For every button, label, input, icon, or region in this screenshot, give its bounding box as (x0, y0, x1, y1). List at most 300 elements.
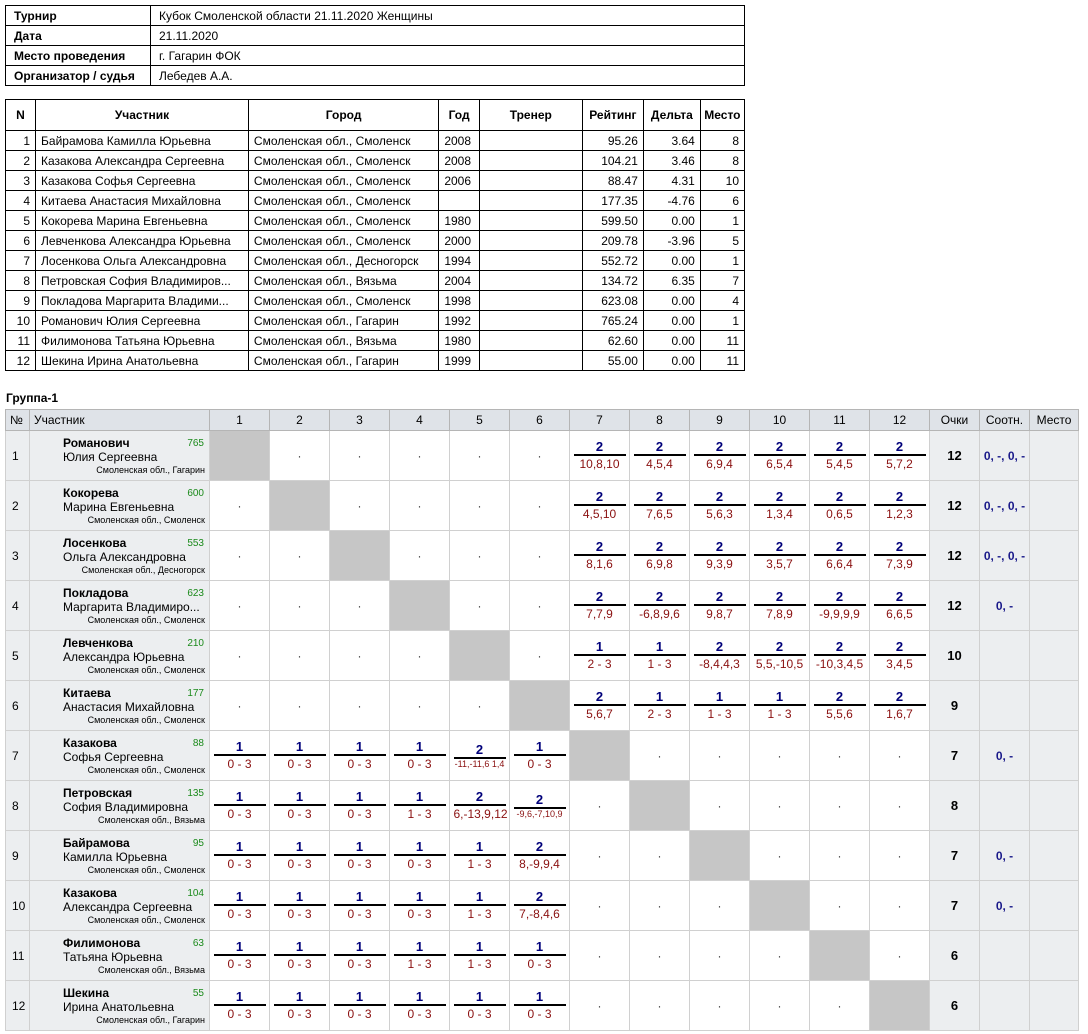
match-score: 6,-13,9,12 (453, 807, 508, 821)
group-row (6, 831, 1079, 881)
total-points: 7 (930, 881, 980, 931)
total-points: 8 (930, 781, 980, 831)
match-score: 9,3,9 (706, 557, 733, 571)
unplayed-cell: · (810, 781, 870, 831)
match-score: 0 - 3 (407, 1007, 432, 1021)
match-score: -11,-11,6 1,4 (454, 758, 505, 769)
match-result-cell (510, 881, 570, 931)
group-row (6, 881, 1079, 931)
match-result-cell (330, 981, 390, 1031)
match-result (274, 939, 326, 972)
rating: 552.72 (582, 251, 643, 271)
match-result-cell (570, 581, 630, 631)
match-result-cell (210, 731, 270, 781)
final-place (1030, 881, 1079, 931)
match-result-cell (750, 531, 810, 581)
info-value: Кубок Смоленской области 21.11.2020 Женщины (151, 6, 745, 26)
match-result-cell (630, 631, 690, 681)
participants-col-header: N (6, 100, 36, 131)
coach (479, 131, 582, 151)
player-rating: 135 (187, 788, 204, 799)
match-score: 0 - 3 (347, 857, 372, 871)
ratio (980, 631, 1030, 681)
unplayed-cell: · (570, 781, 630, 831)
match-result (694, 639, 746, 672)
match-score: 7,3,9 (886, 557, 913, 571)
unplayed-cell: · (870, 781, 930, 831)
match-result-cell (810, 431, 870, 481)
match-points: 2 (655, 439, 664, 454)
match-result (454, 742, 506, 770)
delta: 6.35 (643, 271, 700, 291)
match-points: 2 (895, 489, 904, 504)
match-points: 2 (715, 639, 724, 654)
match-score: 0 - 3 (227, 957, 252, 971)
birth-year: 1994 (439, 251, 480, 271)
coach (479, 211, 582, 231)
match-score: 0 - 3 (527, 1007, 552, 1021)
match-score: 1 - 3 (707, 707, 732, 721)
match-result-cell (210, 781, 270, 831)
match-score: 0 - 3 (347, 957, 372, 971)
match-result (814, 689, 866, 722)
player-rating: 88 (192, 738, 204, 749)
match-points: 1 (535, 989, 544, 1004)
unplayed-cell: · (570, 981, 630, 1031)
group-results-table (5, 409, 1079, 1031)
match-result (334, 789, 386, 822)
match-result-cell (210, 931, 270, 981)
player-name: Ольга Александровна (63, 550, 186, 564)
group-col-opponent: 7 (570, 410, 630, 431)
ratio: 0, - (980, 581, 1030, 631)
participant-city: Смоленская обл., Вязьма (248, 271, 438, 291)
match-result (874, 589, 926, 622)
match-score: 0 - 3 (347, 807, 372, 821)
group-row (6, 631, 1079, 681)
info-row (6, 46, 745, 66)
match-points: 2 (835, 689, 844, 704)
unplayed-cell: · (630, 931, 690, 981)
participant-city: Смоленская обл., Гагарин (248, 311, 438, 331)
player-city: Смоленская обл., Смоленск (87, 915, 205, 925)
unplayed-cell: · (750, 831, 810, 881)
match-points: 1 (295, 989, 304, 1004)
group-row (6, 981, 1079, 1031)
group-col-place: Место (1030, 410, 1079, 431)
group-player-cell (30, 581, 210, 631)
match-points: 2 (535, 889, 544, 904)
match-result (754, 539, 806, 572)
match-result-cell (330, 831, 390, 881)
total-points: 12 (930, 481, 980, 531)
ratio (980, 781, 1030, 831)
player-surname: Петровская (63, 786, 133, 800)
unplayed-cell: · (330, 631, 390, 681)
self-match-cell (570, 731, 630, 781)
match-points: 1 (415, 739, 424, 754)
participant-name: Петровская София Владимиров... (36, 271, 249, 291)
match-points: 1 (415, 789, 424, 804)
match-result-cell (330, 931, 390, 981)
total-points: 12 (930, 581, 980, 631)
final-place (1030, 731, 1079, 781)
match-result-cell (390, 881, 450, 931)
match-score: 0 - 3 (227, 857, 252, 871)
match-result-cell (330, 881, 390, 931)
player-city: Смоленская обл., Вязьма (97, 965, 205, 975)
group-row-number: 4 (6, 581, 30, 631)
match-result-cell (750, 631, 810, 681)
unplayed-cell: · (330, 581, 390, 631)
match-result-cell (870, 631, 930, 681)
match-result (874, 689, 926, 722)
coach (479, 311, 582, 331)
match-points: 1 (295, 739, 304, 754)
group-col-opponent: 3 (330, 410, 390, 431)
unplayed-cell: · (270, 581, 330, 631)
participant-row (6, 191, 745, 211)
player-city: Смоленская обл., Смоленск (87, 515, 205, 525)
group-player-cell (30, 431, 210, 481)
group-player-cell (30, 531, 210, 581)
coach (479, 191, 582, 211)
match-points: 1 (475, 839, 484, 854)
rating: 62.60 (582, 331, 643, 351)
row-number: 10 (6, 311, 36, 331)
player-name: Софья Сергеевна (63, 750, 164, 764)
player-name: Камилла Юрьевна (63, 850, 168, 864)
birth-year: 2008 (439, 151, 480, 171)
match-points: 2 (835, 489, 844, 504)
match-result (274, 839, 326, 872)
match-points: 1 (295, 939, 304, 954)
total-points: 9 (930, 681, 980, 731)
unplayed-cell: · (270, 431, 330, 481)
group-row-number: 3 (6, 531, 30, 581)
birth-year: 1980 (439, 211, 480, 231)
unplayed-cell: · (390, 531, 450, 581)
match-result-cell (690, 581, 750, 631)
player-surname: Левченкова (63, 636, 133, 650)
match-result (334, 889, 386, 922)
player-surname: Покладова (63, 586, 129, 600)
match-score: 0 - 3 (287, 957, 312, 971)
match-score: 0 - 3 (407, 907, 432, 921)
match-result (634, 489, 686, 522)
match-result (574, 489, 626, 522)
match-points: 1 (295, 789, 304, 804)
player-name: Татьяна Юрьевна (63, 950, 163, 964)
match-result-cell (690, 681, 750, 731)
unplayed-cell: · (390, 481, 450, 531)
match-result (514, 989, 566, 1022)
self-match-cell (870, 981, 930, 1031)
info-label: Место проведения (6, 46, 151, 66)
participants-col-header: Год (439, 100, 480, 131)
info-value: 21.11.2020 (151, 26, 745, 46)
match-points: 1 (655, 639, 664, 654)
player-rating: 623 (187, 588, 204, 599)
place: 1 (700, 311, 744, 331)
group-row-number: 2 (6, 481, 30, 531)
info-row (6, 6, 745, 26)
group-row-number: 12 (6, 981, 30, 1031)
match-score: 0 - 3 (227, 907, 252, 921)
player-rating: 177 (187, 688, 204, 699)
delta: -4.76 (643, 191, 700, 211)
match-points: 2 (835, 539, 844, 554)
player-surname: Казакова (63, 736, 117, 750)
match-points: 2 (775, 589, 784, 604)
match-result (394, 889, 446, 922)
match-result (214, 989, 266, 1022)
unplayed-cell: · (390, 631, 450, 681)
delta: 3.46 (643, 151, 700, 171)
group-col-opponent: 1 (210, 410, 270, 431)
group-row-number: 5 (6, 631, 30, 681)
unplayed-cell: · (510, 531, 570, 581)
participant-name: Филимонова Татьяна Юрьевна (36, 331, 249, 351)
rating: 599.50 (582, 211, 643, 231)
match-score: 0 - 3 (407, 757, 432, 771)
self-match-cell (750, 881, 810, 931)
match-score: 2 - 3 (647, 707, 672, 721)
match-score: 0 - 3 (527, 957, 552, 971)
match-score: 9,8,7 (706, 607, 733, 621)
birth-year: 1992 (439, 311, 480, 331)
match-result (334, 739, 386, 772)
match-result-cell (690, 531, 750, 581)
group-col-player: Участник (30, 410, 210, 431)
rating: 177.35 (582, 191, 643, 211)
match-score: 6,9,4 (706, 457, 733, 471)
coach (479, 351, 582, 371)
match-result-cell (450, 881, 510, 931)
match-result (694, 689, 746, 722)
match-result-cell (570, 631, 630, 681)
match-result (814, 489, 866, 522)
group-row (6, 531, 1079, 581)
match-points: 1 (355, 889, 364, 904)
group-row-number: 10 (6, 881, 30, 931)
match-result-cell (750, 431, 810, 481)
final-place (1030, 681, 1079, 731)
match-points: 2 (895, 589, 904, 604)
match-points: 2 (895, 539, 904, 554)
match-result (274, 789, 326, 822)
place: 1 (700, 211, 744, 231)
match-score: 0 - 3 (227, 1007, 252, 1021)
match-points: 1 (295, 889, 304, 904)
match-result-cell (270, 931, 330, 981)
unplayed-cell: · (870, 831, 930, 881)
match-points: 2 (835, 439, 844, 454)
match-result (694, 589, 746, 622)
match-points: 2 (595, 539, 604, 554)
group-col-opponent: 6 (510, 410, 570, 431)
final-place (1030, 531, 1079, 581)
match-score: 5,5,-10,5 (755, 657, 804, 671)
match-result-cell (870, 581, 930, 631)
match-score: 6,9,8 (646, 557, 673, 571)
match-result-cell (630, 531, 690, 581)
place: 10 (700, 171, 744, 191)
match-points: 1 (295, 839, 304, 854)
match-result-cell (630, 481, 690, 531)
place: 11 (700, 351, 744, 371)
place: 11 (700, 331, 744, 351)
match-points: 2 (595, 589, 604, 604)
group-col-opponent: 9 (690, 410, 750, 431)
unplayed-cell: · (750, 931, 810, 981)
player-name: Ирина Анатольевна (63, 1000, 175, 1014)
rating: 134.72 (582, 271, 643, 291)
match-score: 0 - 3 (287, 807, 312, 821)
match-points: 1 (775, 689, 784, 704)
player-rating: 55 (192, 988, 204, 999)
participants-col-header: Город (248, 100, 438, 131)
match-score: 0 - 3 (527, 757, 552, 771)
total-points: 7 (930, 731, 980, 781)
match-points: 1 (415, 839, 424, 854)
participant-row (6, 311, 745, 331)
match-result-cell (690, 481, 750, 531)
player-city: Смоленская обл., Смоленск (87, 765, 205, 775)
delta: 0.00 (643, 351, 700, 371)
total-points: 6 (930, 981, 980, 1031)
ratio (980, 681, 1030, 731)
unplayed-cell: · (630, 831, 690, 881)
match-points: 1 (355, 939, 364, 954)
player-rating: 765 (187, 438, 204, 449)
participant-name: Романович Юлия Сергеевна (36, 311, 249, 331)
match-points: 1 (475, 889, 484, 904)
group-row (6, 481, 1079, 531)
unplayed-cell: · (270, 681, 330, 731)
match-points: 2 (595, 439, 604, 454)
match-result (454, 989, 506, 1022)
participant-city: Смоленская обл., Вязьма (248, 331, 438, 351)
match-score: 0 - 3 (467, 1007, 492, 1021)
delta: 3.64 (643, 131, 700, 151)
birth-year: 1980 (439, 331, 480, 351)
match-score: 7,-8,4,6 (519, 907, 560, 921)
group-row-number: 7 (6, 731, 30, 781)
row-number: 2 (6, 151, 36, 171)
group-col-points: Очки (930, 410, 980, 431)
match-result-cell (210, 881, 270, 931)
match-score: -10,3,4,5 (815, 657, 864, 671)
match-score: 0 - 3 (227, 807, 252, 821)
match-score: 6,5,4 (766, 457, 793, 471)
participant-name: Лосенкова Ольга Александровна (36, 251, 249, 271)
match-result (694, 439, 746, 472)
rating: 104.21 (582, 151, 643, 171)
delta: 0.00 (643, 311, 700, 331)
match-points: 2 (715, 489, 724, 504)
ratio: 0, -, 0, - (980, 531, 1030, 581)
match-result-cell (210, 981, 270, 1031)
match-result-cell (810, 531, 870, 581)
player-surname: Кокорева (63, 486, 119, 500)
match-result-cell (870, 431, 930, 481)
rating: 55.00 (582, 351, 643, 371)
match-result-cell (330, 731, 390, 781)
unplayed-cell: · (750, 781, 810, 831)
player-surname: Казакова (63, 886, 117, 900)
place: 5 (700, 231, 744, 251)
player-surname: Филимонова (63, 936, 141, 950)
match-points: 1 (235, 739, 244, 754)
participant-row (6, 231, 745, 251)
ratio: 0, -, 0, - (980, 431, 1030, 481)
match-points: 2 (655, 489, 664, 504)
match-result-cell (270, 781, 330, 831)
match-result (394, 939, 446, 972)
match-score: 8,-9,9,4 (519, 857, 560, 871)
group-row (6, 781, 1079, 831)
group-row (6, 731, 1079, 781)
birth-year: 2000 (439, 231, 480, 251)
group-player-cell (30, 981, 210, 1031)
player-rating: 600 (187, 488, 204, 499)
match-result-cell (510, 831, 570, 881)
match-result (634, 689, 686, 722)
row-number: 8 (6, 271, 36, 291)
match-result (874, 539, 926, 572)
match-points: 2 (655, 589, 664, 604)
match-score: 0 - 3 (347, 757, 372, 771)
coach (479, 151, 582, 171)
match-score: 7,6,5 (646, 507, 673, 521)
participant-row (6, 291, 745, 311)
match-result-cell (510, 981, 570, 1031)
match-score: 0 - 3 (227, 757, 252, 771)
group-title: Группа-1 (6, 391, 59, 405)
player-city: Смоленская обл., Гагарин (96, 1015, 205, 1025)
match-points: 2 (535, 839, 544, 854)
group-row-number: 8 (6, 781, 30, 831)
match-result (574, 689, 626, 722)
match-score: 0 - 3 (347, 907, 372, 921)
match-score: 1 - 3 (467, 957, 492, 971)
match-result (334, 989, 386, 1022)
match-score: 1,6,7 (886, 707, 913, 721)
match-points: 1 (355, 789, 364, 804)
match-result-cell (270, 981, 330, 1031)
match-result (634, 539, 686, 572)
info-label: Дата (6, 26, 151, 46)
match-points: 1 (355, 989, 364, 1004)
match-score: 1,2,3 (886, 507, 913, 521)
match-result (214, 889, 266, 922)
tournament-info-table (5, 5, 745, 86)
place: 6 (700, 191, 744, 211)
match-score: 1,3,4 (766, 507, 793, 521)
info-label: Организатор / судья (6, 66, 151, 86)
match-result-cell (450, 831, 510, 881)
group-row (6, 931, 1079, 981)
participant-row (6, 151, 745, 171)
unplayed-cell: · (450, 531, 510, 581)
match-score: 0 - 3 (407, 857, 432, 871)
group-header-row (6, 410, 1079, 431)
unplayed-cell: · (390, 431, 450, 481)
match-score: 0 - 3 (287, 1007, 312, 1021)
match-result-cell (510, 731, 570, 781)
group-player-cell (30, 681, 210, 731)
